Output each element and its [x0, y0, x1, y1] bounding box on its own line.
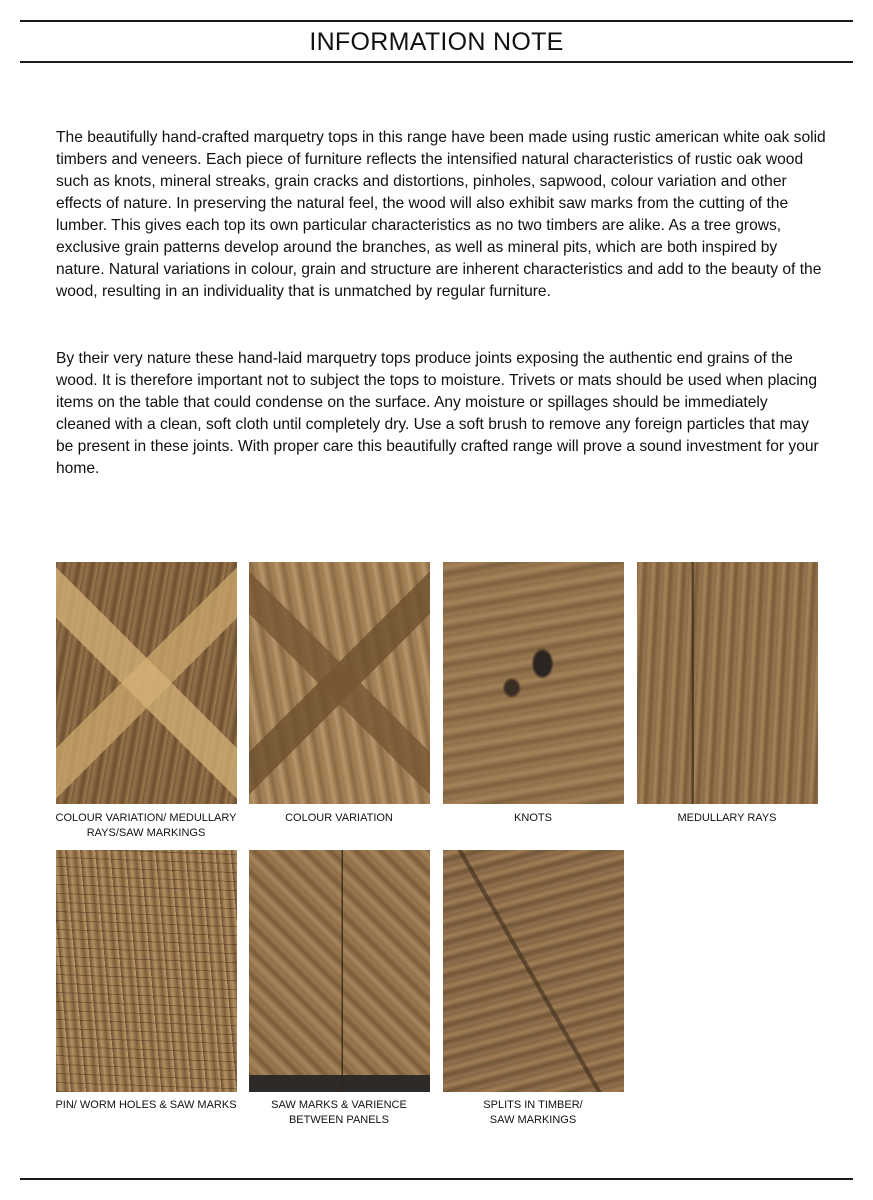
- caption-photo-7: SPLITS IN TIMBER/ SAW MARKINGS: [483, 1099, 583, 1126]
- intro-paragraph: [56, 127, 826, 303]
- caption-photo-2: COLOUR VARIATION: [285, 812, 393, 824]
- photo-knots: [443, 562, 624, 804]
- photo-pin-worm-holes: [56, 850, 237, 1092]
- page-title: INFORMATION NOTE: [309, 28, 564, 56]
- photo-splits-in-timber: [443, 850, 624, 1092]
- care-paragraph: [56, 348, 826, 480]
- caption-photo-4: MEDULLARY RAYS: [677, 812, 777, 824]
- photo-colour-variation: [249, 562, 430, 804]
- bottom-rule: [20, 1178, 853, 1180]
- photo-medullary-rays: [637, 562, 818, 804]
- paragraph-1: The beautifully hand-crafted marquetry tops in this range have been made using rustic american white oak solid timbers and veneers. Each piece of furniture reflects the intensified natural characteristics of rustic oak wood such as knots, mineral streaks, grain cracks and distortions, pinholes, sapwood, colour variation and other effects of nature. In preserving the natural feel, the wood will also exhibit saw marks from the cutting of the lumber. This gives each top its own particular characteristics as no two timbers are alike. As a tree grows, exclusive grain patterns develop around the branches, as well as mineral pits, which are both inspired by nature. Natural variations in colour, grain and structure are inherent characteristics and add to the beauty of the wood, resulting in an individuality that is unmatched by regular furniture.: [56, 129, 826, 300]
- photo-saw-marks-variance: [249, 850, 430, 1092]
- top-rule: [20, 20, 853, 22]
- caption-photo-1: COLOUR VARIATION/ MEDULLARY RAYS/SAW MARKINGS: [55, 812, 237, 839]
- title-underline-rule: [20, 61, 853, 63]
- photo-colour-variation-medullary-rays: [56, 562, 237, 804]
- caption-photo-6: SAW MARKS & VARIENCE BETWEEN PANELS: [271, 1099, 407, 1126]
- caption-photo-3: KNOTS: [514, 812, 552, 824]
- caption-photo-5: PIN/ WORM HOLES & SAW MARKS: [55, 1099, 237, 1111]
- paragraph-2: By their very nature these hand-laid marquetry tops produce joints exposing the authentic end grains of the wood. It is therefore important not to subject the tops to moisture. Trivets or mats should be used when placing items on the table that could condense on the surface. Any moisture or spillages should be immediately cleaned with a clean, soft cloth until completely dry. Use a soft brush to remove any foreign particles that may be present in these joints. With proper care this beautifully crafted range will prove a sound investment for your home.: [56, 350, 819, 477]
